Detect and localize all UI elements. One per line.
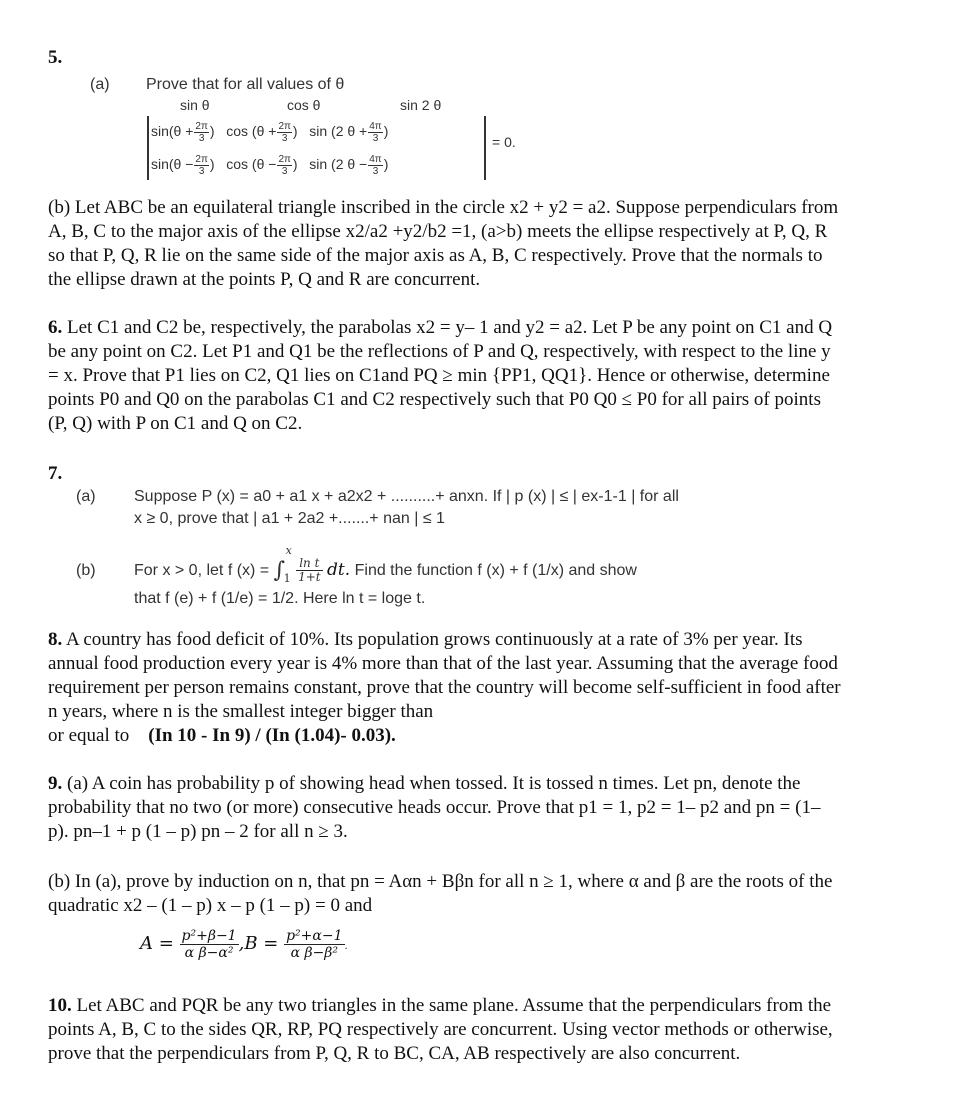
q8-paragraph: 8. A country has food deficit of 10%. Its population grows continuously at a rate of 3% per year. Its annual food production every year is 4% more than that of the last year. Assuming that the average food requirement per person remains constant, prove that the country will become self-sufficient in food after n years, where n is the smallest integer bigger than or equal to (In 10 - In 9) / (In (1.04)- 0.03). (48, 629, 841, 746)
q5b-paragraph: (b) Let ABC be an equilateral triangle inscribed in the circle x2 + y2 = a2. Suppose perpendiculars from A, B, C to the major axis of the ellipse x2/a2 +y2/b2 =1, (a>b) meets the ellipse respectively at P, Q, R so that P, Q, R lie on the same side of the major axis as A, B, C respectively. Prove that the normals to the ellipse drawn at the points P, Q and R are concurrent. (48, 197, 839, 290)
det-equals: = 0. (492, 134, 516, 150)
q9-formula: A = $\frac{\text{p²+β−1}}{\text{α β−α²}}$ ,B = $\frac{\text{p²+α−1}}{\text{α β−β²}}$ . (140, 927, 348, 961)
q7b-line-1: For x > 0, let f (x) = ∫ x 1 $\frac{\text{ln t}}{1+t}$ dt. Find the function f (x) + f (1/x) and show (134, 552, 637, 589)
q9-number: 9. (48, 773, 63, 794)
determinant-left-bar (147, 116, 149, 180)
integral-sign: ∫ x 1 (273, 543, 292, 585)
q7-number: 7. (48, 463, 63, 484)
det-row-2: sin(θ + $\frac{2\pi}{3}$ ) cos (θ + $\frac{2\pi}{3}$ ) sin (2 θ + $\frac{4\pi}{3}$ ) (151, 120, 389, 144)
q7b-label: (b) (76, 562, 96, 579)
q7b-line-2: that f (e) + f (1/e) = 1/2. Here ln t = loge t. (134, 590, 426, 607)
q6-number: 6. (48, 317, 63, 338)
q9a-paragraph: 9. (a) A coin has probability p of showing head when tossed. It is tossed n times. Let pn, denote the probability that no two (or more) consecutive heads occur. Prove that p1 = 1, p2 = 1– p2 and pn = (1– p). pn–1 + p (1 – p) pn – 2 for all n ≥ 3. (48, 773, 821, 842)
q7a-line-2: x ≥ 0, prove that | a1 + 2a2 +.......+ nan | ≤ 1 (134, 510, 445, 527)
q10-number: 10. (48, 995, 72, 1016)
q9b-paragraph: (b) In (a), prove by induction on n, that pn = Aαn + Bβn for all n ≥ 1, where α and β are the roots of the quadratic x2 – (1 – p) x – p (1 – p) = 0 and (48, 871, 833, 916)
q7a-label: (a) (76, 488, 96, 505)
q8-number: 8. (48, 629, 63, 650)
q7a-line-1: Suppose P (x) = a0 + a1 x + a2x2 + ..........+ anxn. If | p (x) | ≤ | ex-1-1 | for all (134, 488, 679, 505)
q5a-text: Prove that for all values of θ (146, 76, 345, 93)
q10-paragraph: 10. Let ABC and PQR be any two triangles in the same plane. Assume that the perpendiculars from the points A, B, C to the sides QR, RP, PQ respectively are concurrent. Using vector methods or otherwise, prove that the perpendiculars from P, Q, R to BC, CA, AB respectively are also concurrent. (48, 995, 833, 1064)
q5-number: 5. (48, 47, 63, 68)
det-row-3: sin(θ − $\frac{2\pi}{3}$ ) cos (θ − $\frac{2\pi}{3}$ ) sin (2 θ − $\frac{4\pi}{3}$ ) (151, 153, 389, 177)
q6-paragraph: 6. Let C1 and C2 be, respectively, the parabolas x2 = y– 1 and y2 = a2. Let P be any point on C1 and Q be any point on C2. Let P1 and Q1 be the reflections of P and Q, respectively, with respect to the line y = x. Prove that P1 lies on C2, Q1 lies on C1and PQ ≥ min {PP1, QQ1}. Hence or otherwise, determine points P0 and Q0 on the parabolas C1 and C2 respectively such that P0 Q0 ≤ P0 for all pairs of points (P, Q) with P on C1 and Q on C2. (48, 317, 833, 434)
det-header-2: cos θ (287, 97, 321, 113)
det-header-3: sin 2 θ (400, 97, 442, 113)
q5a-label: (a) (90, 76, 110, 93)
determinant-right-bar (484, 116, 486, 180)
det-header-1: sin θ (180, 97, 210, 113)
